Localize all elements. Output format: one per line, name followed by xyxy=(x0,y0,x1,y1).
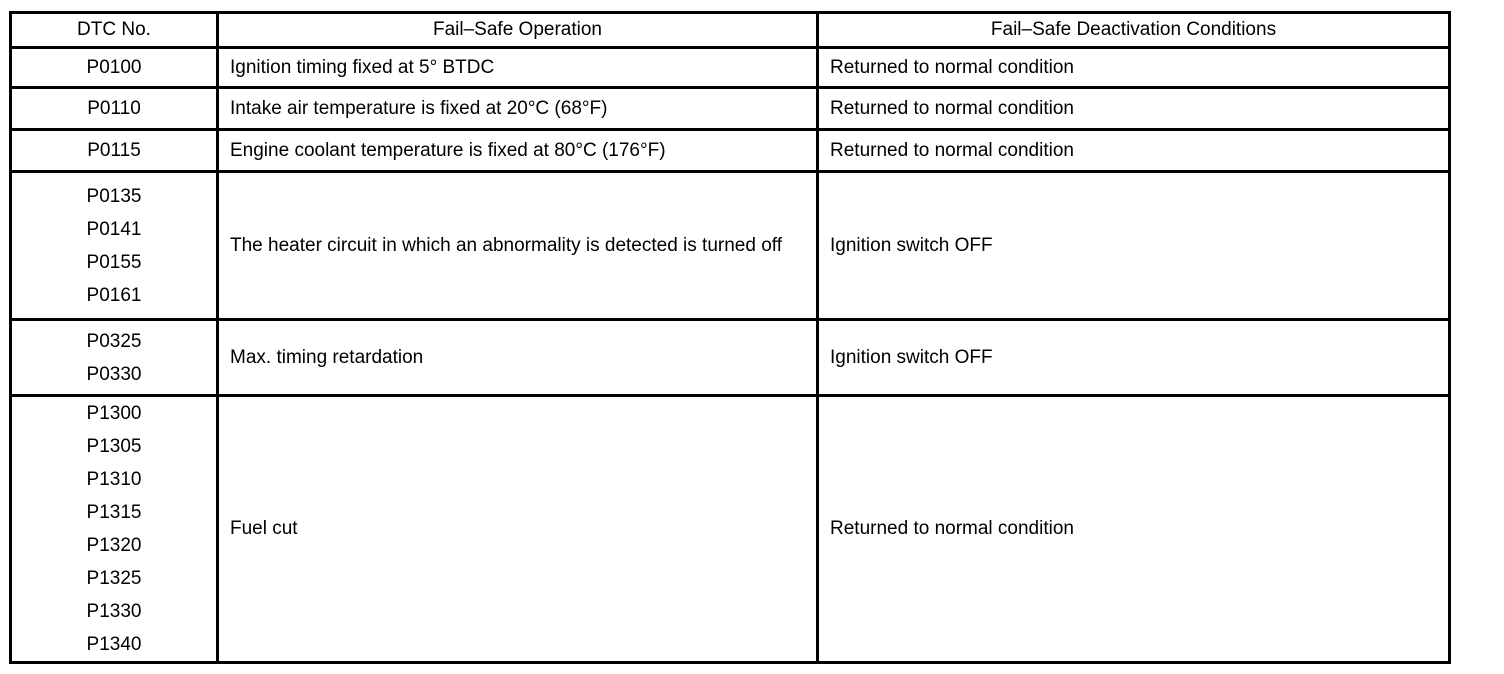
fail-safe-table xyxy=(9,11,1451,664)
operation-cell: The heater circuit in which an abnormality is detected is turned off xyxy=(218,172,818,320)
dtc-code: P1320 xyxy=(86,535,142,556)
dtc-code: P0161 xyxy=(86,284,142,306)
header-deactivation-conditions: Fail–Safe Deactivation Conditions xyxy=(818,13,1450,48)
table-header-row xyxy=(11,13,1450,48)
dtc-cell xyxy=(11,320,218,396)
deactivation-cell: Returned to normal condition xyxy=(818,48,1450,88)
dtc-code: P0155 xyxy=(86,251,142,273)
table-row xyxy=(11,320,1450,396)
dtc-code: P0141 xyxy=(86,218,142,240)
table-row xyxy=(11,396,1450,663)
dtc-code: P1305 xyxy=(86,436,142,457)
dtc-cell xyxy=(11,88,218,130)
table-row xyxy=(11,130,1450,172)
deactivation-cell: Returned to normal condition xyxy=(818,88,1450,130)
dtc-code: P0325 xyxy=(86,330,142,352)
header-dtc-no: DTC No. xyxy=(11,13,218,48)
dtc-code: P0100 xyxy=(86,56,142,78)
dtc-code: P1340 xyxy=(86,634,142,655)
table-row xyxy=(11,172,1450,320)
fail-safe-table-container xyxy=(9,11,1448,664)
operation-cell: Ignition timing fixed at 5° BTDC xyxy=(218,48,818,88)
dtc-cell xyxy=(11,172,218,320)
dtc-cell xyxy=(11,130,218,172)
dtc-code: P0330 xyxy=(86,363,142,385)
dtc-code: P1310 xyxy=(86,469,142,490)
dtc-code: P1330 xyxy=(86,601,142,622)
deactivation-cell: Ignition switch OFF xyxy=(818,320,1450,396)
table-row xyxy=(11,48,1450,88)
dtc-code: P0115 xyxy=(87,139,141,161)
dtc-cell xyxy=(11,396,218,663)
dtc-code: P1315 xyxy=(86,502,142,523)
header-fail-safe-operation: Fail–Safe Operation xyxy=(218,13,818,48)
dtc-cell xyxy=(11,48,218,88)
dtc-code: P0135 xyxy=(86,185,142,207)
dtc-code: P0110 xyxy=(87,97,141,119)
deactivation-cell: Ignition switch OFF xyxy=(818,172,1450,320)
operation-cell: Intake air temperature is fixed at 20°C (68°F) xyxy=(218,88,818,130)
dtc-code: P1325 xyxy=(86,568,142,589)
operation-cell: Max. timing retardation xyxy=(218,320,818,396)
dtc-code: P1300 xyxy=(86,403,142,424)
operation-cell: Fuel cut xyxy=(218,396,818,663)
deactivation-cell: Returned to normal condition xyxy=(818,130,1450,172)
table-row xyxy=(11,88,1450,130)
deactivation-cell: Returned to normal condition xyxy=(818,396,1450,663)
operation-cell: Engine coolant temperature is fixed at 80°C (176°F) xyxy=(218,130,818,172)
